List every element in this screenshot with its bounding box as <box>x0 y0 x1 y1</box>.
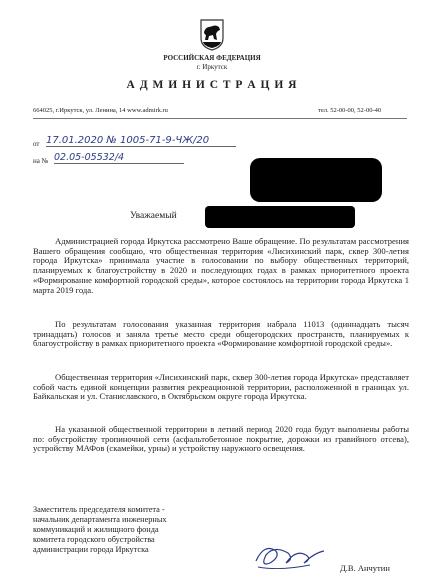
position-line: коммуникаций и жилищного фонда <box>33 524 159 534</box>
position-line: администрации города Иркутска <box>33 544 149 554</box>
city-name: г. Иркутск <box>196 63 228 71</box>
coat-of-arms-icon <box>199 18 225 51</box>
from-value: 17.01.2020 № 1005-71-9-ЧЖ/20 <box>46 135 236 147</box>
handwritten-signature <box>250 537 330 577</box>
header-divider <box>33 118 407 119</box>
paragraph-1: Администрацией города Иркутска рассмотрено Ваше обращение. По результатам рассмотрения Вашего обращения сообщаю, что общественная территория «Лисихинский парк, сквер 300-летия города Иркутска» принимала участие в голосовании по выбору общественных территорий, планируемых к благоустройству в 2020 и последующих годах в рамках приоритетного проекта «Формирование комфортной городской среды», которое состоялось на территории города Иркутска 1 марта 2019 года. <box>33 236 409 295</box>
to-value: 02.05-05532/4 <box>54 152 184 164</box>
redacted-recipient-address <box>250 158 382 202</box>
position-line: начальник департамента инженерных <box>33 514 167 524</box>
address-line: 664025, г.Иркутск, ул. Ленина, 14 www.admirk.ru <box>33 107 168 114</box>
organization-title: А Д М И Н И С Т Р А Ц И Я <box>126 79 298 91</box>
greeting: Уважаемый <box>130 211 177 221</box>
paragraph-2: По результатам голосования указанная территория набрала 11013 (одиннадцать тысяч тринадцать) голосов и заняла третье место среди общегородских пространств, планируемых к благоустройству в рамках приоритетного проекта «Формирование комфортной городской среды». <box>33 319 409 349</box>
from-prefix: от <box>33 140 40 148</box>
signatory-position <box>33 505 167 555</box>
to-prefix: на № <box>33 157 49 165</box>
position-line: Заместитель председателя комитета - <box>33 505 165 514</box>
redacted-recipient-name <box>205 206 355 228</box>
phone-line: тел. 52-00-00, 52-00-40 <box>318 107 382 114</box>
signatory-name: Д.В. Анчутин <box>340 563 390 573</box>
country-name: РОССИЙСКАЯ ФЕДЕРАЦИЯ <box>163 54 261 62</box>
paragraph-3: Общественная территория «Лисихинский парк, сквер 300-летия города Иркутска» представляет собой часть единой концепции развития рекреационной территории, расположенной в границах ул. Байкальская и ул. Станиславского, в Октябрьском округе города Иркутска. <box>33 372 409 402</box>
paragraph-4: На указанной общественной территории в летний период 2020 года будут выполнены работы по: обустройству тропиночной сети (асфальтобетонное покрытие, дорожки из гравийного отсева), устройству МАФов (скамейки, урны) и устройству наружного освещения. <box>33 424 409 454</box>
position-line: комитета городского обустройства <box>33 534 155 544</box>
